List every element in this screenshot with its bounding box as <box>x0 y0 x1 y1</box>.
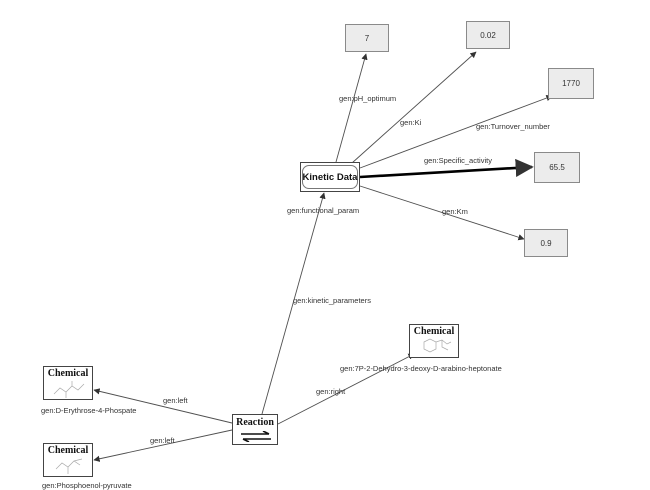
chemical-name-product: gen:7P-2-Dehydro-3-deoxy-D-arabino-heptonate <box>340 364 502 373</box>
chemical-title: Chemical <box>47 445 89 456</box>
edge-label-specific-activity: gen:Specific_activity <box>424 156 492 165</box>
edge-label-kinetic-parameters: gen:kinetic_parameters <box>293 296 371 305</box>
edge-label-right: gen:right <box>316 387 346 396</box>
value-node-turnover[interactable]: 1770 <box>548 68 594 99</box>
chemical-node-product[interactable] <box>409 324 459 358</box>
reaction-node[interactable] <box>232 414 278 445</box>
chemical-name-substrate-2: gen:Phosphoenol-pyruvate <box>42 481 132 490</box>
edge-label-ph-optimum: gen:pH_optimum <box>339 94 397 103</box>
molecule-structure-icon <box>418 338 452 357</box>
chemical-title: Chemical <box>47 368 89 379</box>
equilibrium-arrows-icon <box>239 431 273 442</box>
reaction-title: Reaction <box>236 417 274 428</box>
chemical-title: Chemical <box>413 326 455 337</box>
value-node-ki[interactable]: 0.02 <box>466 21 510 49</box>
value-node-activity[interactable]: 65.5 <box>534 152 580 183</box>
edge-ki <box>352 52 476 163</box>
value-node-km[interactable]: 0.9 <box>524 229 568 257</box>
edge-label-left-1: gen:left <box>163 396 188 405</box>
edge-ph-optimum <box>336 54 366 162</box>
kinetic-data-label: Kinetic Data <box>302 165 358 189</box>
value-node-ph[interactable]: 7 <box>345 24 389 52</box>
chemical-node-substrate-2[interactable] <box>43 443 93 477</box>
edge-label-functional-param: gen:functional_param <box>287 206 360 215</box>
chemical-node-substrate-1[interactable] <box>43 366 93 400</box>
chemical-name-substrate-1: gen:D-Erythrose-4-Phospate <box>41 406 137 415</box>
edge-specific-activity <box>360 167 532 177</box>
edge-label-km: gen:Km <box>442 207 468 216</box>
edge-left-2 <box>94 430 232 460</box>
molecule-structure-icon <box>52 380 86 399</box>
edge-label-ki: gen:Ki <box>400 118 422 127</box>
edge-label-left-2: gen:left <box>150 436 175 445</box>
molecule-structure-icon <box>52 457 86 476</box>
kinetic-data-node[interactable] <box>300 162 360 192</box>
edge-label-turnover-number: gen:Turnover_number <box>476 122 550 131</box>
